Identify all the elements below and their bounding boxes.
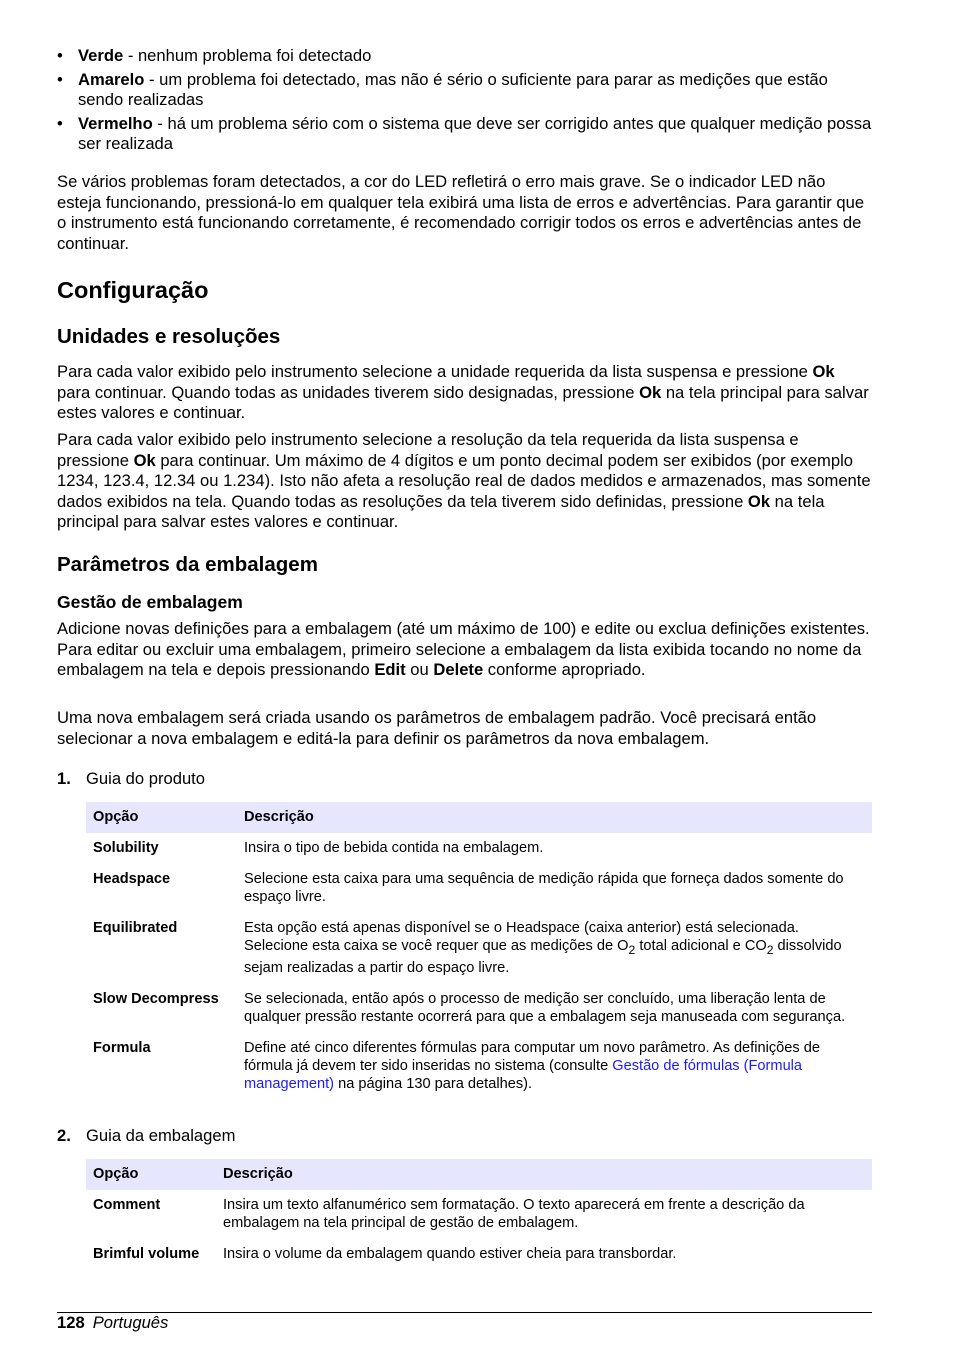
mgmt-paragraph-2: Uma nova embalagem será criada usando os parâmetros de embalagem padrão. Você precisará então selecionar a nova embalagem e editá-la para definir os parâmetros da nova embalagem. <box>57 708 817 748</box>
page-number: 128 <box>57 1313 85 1332</box>
subsection-heading-parametros: Parâmetros da embalagem <box>57 553 318 576</box>
table-header-row <box>86 1159 872 1190</box>
column-header-descricao: Descrição <box>216 1159 872 1190</box>
bullet-icon: • <box>57 46 63 65</box>
table-header-row <box>86 802 872 833</box>
table-row: Equilibrated Esta opção está apenas disponível se o Headspace (caixa anterior) está selecionada. Selecione esta caixa se você requer que as medições de $O_2$ total adicional e $CO_2$ dissolvido sejam realizadas a partir do espaço livre. <box>93 920 842 976</box>
intro-paragraph: Se vários problemas foram detectados, a cor do LED refletirá o erro mais grave. Se o indicador LED não esteja funcionando, pressioná-lo em qualquer tela exibirá uma lista de erros e advertências. Para garantir que o instrumento está funcionando corretamente, é recomendado corrigir todos os erros e advertências antes de continuar. <box>57 172 865 253</box>
step-2: 2. Guia da embalagem <box>57 1126 236 1145</box>
bullet-icon: • <box>57 69 63 89</box>
units-paragraph-2: Para cada valor exibido pelo instrumento selecione a resolução da tela requerida da lista suspensa e pressione Ok para continuar. Um máximo de 4 dígitos e um ponto decimal podem ser exibidos (por exemplo 1234, 123.4, 12.34 ou 1.234). Isto não afeta a resolução real de dados medidos e armazenados, mas somente dados exibidos na tela. Quando todas as resoluções da tela tiverem sido definidas, pressione Ok na tela principal para salvar estes valores e continuar. <box>57 430 871 532</box>
led-status-list <box>57 46 872 158</box>
product-tab-options-table <box>86 802 872 1100</box>
mgmt-paragraph-1: Adicione novas definições para a embalagem (até um máximo de 100) e edite ou exclua definições existentes. Para editar ou excluir uma embalagem, primeiro selecione a embalagem da lista exibida tocando no nome da embalagem na tela e depois pressionando Edit ou Delete conforme apropriado. <box>57 619 870 680</box>
formula-management-link[interactable]: Gestão de fórmulas (Formula management) <box>244 1057 803 1092</box>
list-item: • Verde - nenhum problema foi detectado <box>57 46 372 65</box>
units-paragraph-1: Para cada valor exibido pelo instrumento selecione a unidade requerida da lista suspensa e pressione Ok para continuar. Quando todas as unidades tiverem sido designadas, pressione Ok na tela principal para salvar estes valores e continuar. <box>57 362 869 423</box>
list-item: • Amarelo - um problema foi detectado, mas não é sério o suficiente para parar as medições que estão sendo realizadas <box>57 69 828 110</box>
table-row: Headspace Selecione esta caixa para uma sequência de medição rápida que forneça dados somente do espaço livre. <box>93 871 844 905</box>
package-tab-options-table <box>86 1159 872 1270</box>
page-footer <box>57 1313 168 1333</box>
column-header-opcao: Opção <box>86 1159 216 1190</box>
table-row: Formula Define até cinco diferentes fórmulas para computar um novo parâmetro. As definições de fórmula já devem ter sido inseridas no sistema (consulte Gestão de fórmulas (Formula management) na página 130 para detalhes). <box>93 1039 820 1092</box>
footer-divider <box>57 1312 872 1313</box>
footer-language: Português <box>92 1313 169 1332</box>
table-row: Comment Insira um texto alfanumérico sem formatação. O texto aparecerá em frente a descrição da embalagem na tela principal de gestão de embalagem. <box>93 1197 805 1231</box>
table-row: Solubility Insira o tipo de bebida contida na embalagem. <box>93 840 544 856</box>
step-1: 1. Guia do produto <box>57 769 206 788</box>
list-item: • Vermelho - há um problema sério com o sistema que deve ser corrigido antes que qualquer medição possa ser realizada <box>57 113 872 154</box>
subsubsection-heading-gestao: Gestão de embalagem <box>57 592 243 612</box>
table-row: Brimful volume Insira o volume da embalagem quando estiver cheia para transbordar. <box>93 1246 677 1262</box>
section-heading-configuracao: Configuração <box>57 277 209 303</box>
column-header-opcao: Opção <box>86 802 237 833</box>
column-header-descricao: Descrição <box>237 802 872 833</box>
table-row: Slow Decompress Se selecionada, então após o processo de medição ser concluído, uma liberação lenta de qualquer pressão restante ocorrerá para que a embalagem seja manuseada com segurança. <box>93 990 846 1025</box>
subsection-heading-unidades: Unidades e resoluções <box>57 325 281 348</box>
bullet-icon: • <box>57 113 63 133</box>
